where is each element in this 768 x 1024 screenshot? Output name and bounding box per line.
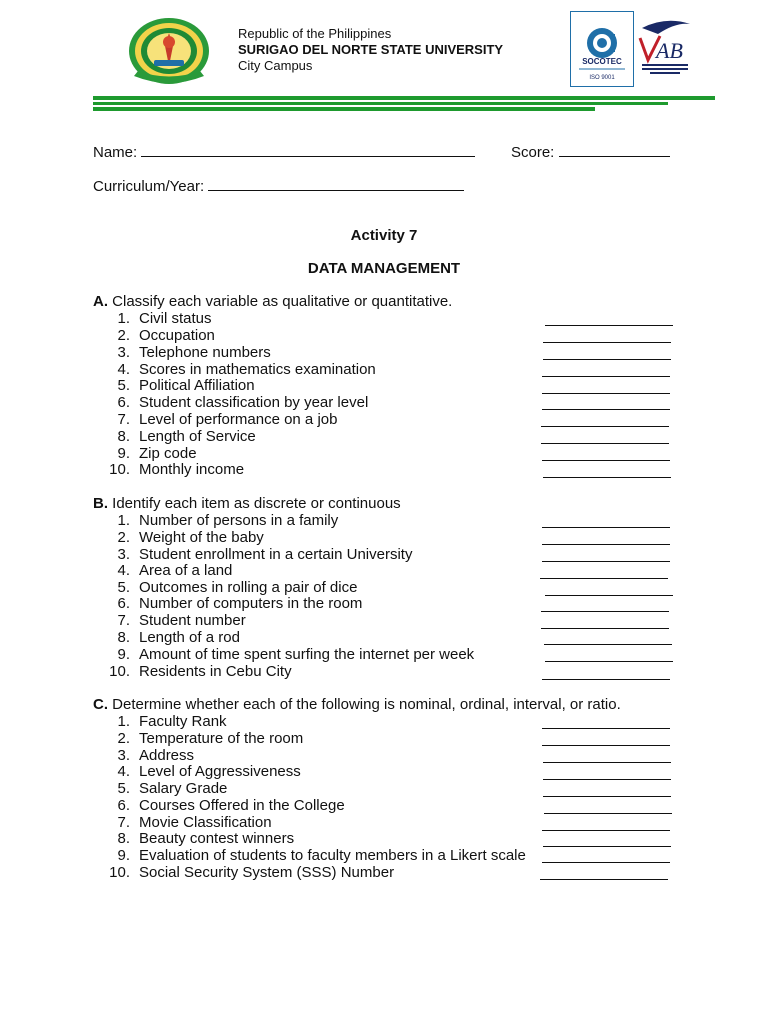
answer-blank[interactable] [543,462,671,478]
item-text: Student classification by year level [139,394,369,411]
item-number: 6. [117,394,130,411]
answer-blank[interactable] [543,764,671,780]
item-text: Outcomes in rolling a pair of dice [139,579,358,596]
answer-blank[interactable] [543,344,671,360]
pab-logo [636,14,694,82]
section-b-letter: B. [93,495,108,512]
answer-blank[interactable] [542,847,670,863]
item-number: 4. [117,361,130,378]
section-c-heading [93,696,621,714]
item-text: Evaluation of students to faculty members in a Likert scale [139,847,526,864]
answer-blank[interactable] [542,664,670,680]
item-number: 2. [117,529,130,546]
subject-title: DATA MANAGEMENT [307,260,461,277]
item-text: Residents in Cebu City [139,663,292,680]
list-item [0,411,768,428]
list-item [0,847,768,864]
item-text: Address [139,747,195,764]
item-text: Student enrollment in a certain University [139,546,413,563]
answer-blank[interactable] [542,730,670,746]
list-item [0,864,768,881]
item-text: Occupation [139,327,215,344]
item-text: Number of persons in a family [139,512,339,529]
item-number: 7. [117,612,130,629]
answer-blank[interactable] [543,831,671,847]
item-text: Civil status [139,310,212,327]
header-rule-green-mid [93,102,668,105]
answer-blank[interactable] [542,394,670,410]
item-number: 1. [117,713,130,730]
item-text: Monthly income [139,461,245,478]
answer-blank[interactable] [542,378,670,394]
answer-blank[interactable] [541,613,669,629]
item-text: Number of computers in the room [139,595,363,612]
answer-blank[interactable] [542,713,670,729]
section-a-instruction: Classify each variable as qualitative or quantitative. [112,293,453,310]
item-number: 3. [117,344,130,361]
answer-blank[interactable] [542,815,670,831]
item-text: Student number [139,612,246,629]
score-field[interactable] [559,142,670,157]
list-item [0,629,768,646]
list-item [0,814,768,831]
item-text: Movie Classification [139,814,272,831]
item-number: 1. [117,512,130,529]
item-number: 9. [117,646,130,663]
item-number: 5. [117,579,130,596]
answer-blank[interactable] [541,596,669,612]
list-item [0,797,768,814]
header-rule-green-thick [93,96,715,100]
list-item [0,344,768,361]
item-text: Area of a land [139,562,233,579]
socotec-label: SOCOTEC [582,57,622,66]
item-number: 5. [117,780,130,797]
answer-blank[interactable] [542,512,670,528]
item-text: Amount of time spent surfing the internet per week [139,646,475,663]
answer-blank[interactable] [540,864,668,880]
item-number: 2. [117,327,130,344]
item-text: Zip code [139,445,197,462]
list-item [0,713,768,730]
list-item [0,562,768,579]
section-b-instruction: Identify each item as discrete or continuous [112,495,401,512]
item-number: 3. [117,747,130,764]
item-number: 9. [117,445,130,462]
section-a-heading [93,293,452,311]
list-item [0,830,768,847]
name-field[interactable] [141,142,475,157]
item-text: Length of a rod [139,629,240,646]
item-number: 10. [109,864,130,881]
item-number: 1. [117,310,130,327]
item-text: Telephone numbers [139,344,271,361]
list-item [0,394,768,411]
item-text: Temperature of the room [139,730,304,747]
item-text: Level of performance on a job [139,411,338,428]
answer-blank[interactable] [544,629,672,645]
answer-blank[interactable] [543,327,671,343]
university-seal [126,16,212,86]
answer-blank[interactable] [545,646,673,662]
item-text: Scores in mathematics examination [139,361,376,378]
section-a-letter: A. [93,293,108,310]
item-number: 5. [117,377,130,394]
header-rule-green-thin [93,107,595,111]
item-text: Faculty Rank [139,713,227,730]
curriculum-label: Curriculum/Year: [93,178,205,195]
item-number: 8. [117,428,130,445]
item-number: 10. [109,663,130,680]
answer-blank[interactable] [543,781,671,797]
item-number: 7. [117,814,130,831]
list-item [0,428,768,445]
item-number: 10. [109,461,130,478]
list-item [0,663,768,680]
list-item [0,780,768,797]
score-label: Score: [511,144,555,161]
answer-blank[interactable] [542,445,670,461]
socotec-logo [570,11,634,87]
item-number: 7. [117,411,130,428]
list-item [0,310,768,327]
list-item [0,327,768,344]
item-text: Weight of the baby [139,529,264,546]
header-university-name: SURIGAO DEL NORTE STATE UNIVERSITY [238,42,504,57]
list-item [0,763,768,780]
header-republic: Republic of the Philippines [238,26,392,41]
answer-blank[interactable] [540,563,668,579]
item-number: 9. [117,847,130,864]
item-text: Salary Grade [139,780,228,797]
list-item [0,747,768,764]
item-text: Level of Aggressiveness [139,763,301,780]
activity-title: Activity 7 [350,227,418,244]
answer-blank[interactable] [542,529,670,545]
answer-blank[interactable] [542,361,670,377]
item-number: 4. [117,763,130,780]
answer-blank[interactable] [544,798,672,814]
item-number: 3. [117,546,130,563]
curriculum-field[interactable] [208,176,464,191]
list-item [0,445,768,462]
answer-blank[interactable] [545,310,673,326]
item-text: Beauty contest winners [139,830,295,847]
answer-blank[interactable] [543,747,671,763]
header-campus: City Campus [238,58,313,73]
item-number: 4. [117,562,130,579]
item-number: 8. [117,830,130,847]
answer-blank[interactable] [542,546,670,562]
list-item [0,595,768,612]
list-item [0,646,768,663]
section-c-instruction: Determine whether each of the following is nominal, ordinal, interval, or ratio. [112,696,621,713]
name-label: Name: [93,144,138,161]
list-item [0,579,768,596]
list-item [0,377,768,394]
item-number: 6. [117,595,130,612]
list-item [0,529,768,546]
list-item [0,512,768,529]
item-number: 8. [117,629,130,646]
list-item [0,612,768,629]
answer-blank[interactable] [541,411,669,427]
item-text: Courses Offered in the College [139,797,345,814]
item-text: Political Affiliation [139,377,255,394]
section-b-heading [93,495,401,513]
list-item [0,730,768,747]
answer-blank[interactable] [541,428,669,444]
item-text: Length of Service [139,428,256,445]
answer-blank[interactable] [545,580,673,596]
pab-label: AB [656,38,683,63]
list-item [0,546,768,563]
list-item [0,361,768,378]
list-item [0,461,768,478]
iso-label: ISO 9001 [589,75,615,81]
item-number: 6. [117,797,130,814]
item-text: Social Security System (SSS) Number [139,864,395,881]
item-number: 2. [117,730,130,747]
section-c-letter: C. [93,696,108,713]
